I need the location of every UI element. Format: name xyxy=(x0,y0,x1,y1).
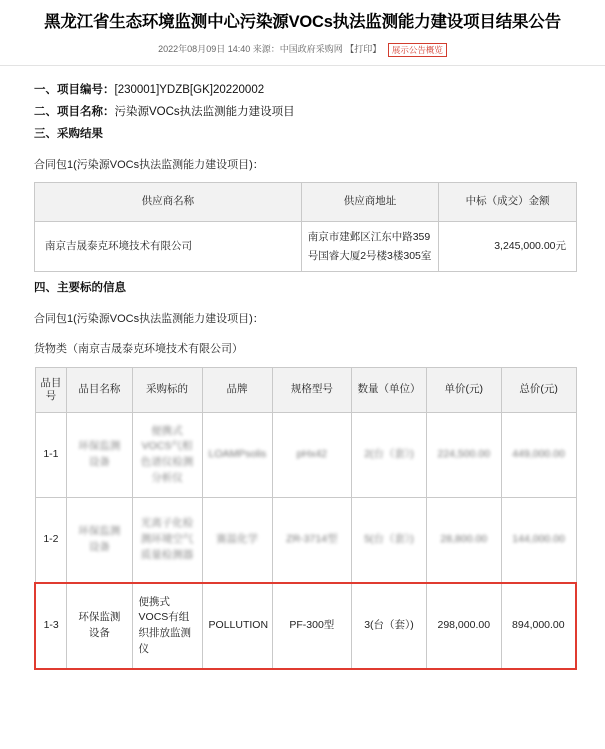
col-brand: 品牌 xyxy=(202,367,272,412)
cell-model: PF-300型 xyxy=(272,583,352,669)
col-model: 规格型号 xyxy=(272,367,352,412)
table-row xyxy=(35,498,576,584)
table-row-highlighted xyxy=(35,583,576,669)
cell-item-no: 1-3 xyxy=(35,583,67,669)
table-header-row xyxy=(35,183,577,222)
print-link[interactable]: 【打印】 xyxy=(345,44,382,55)
source-name[interactable]: 中国政府采购网 xyxy=(279,44,343,55)
cell-item-name: 环保监测设备 xyxy=(67,413,132,498)
col-supplier-name: 供应商名称 xyxy=(35,183,302,222)
cell-brand: 赛温化学 xyxy=(202,498,272,584)
main-subject-heading: 四、主要标的信息 xyxy=(34,282,126,295)
package-line-1: 合同包1(污染源VOCs执法监测能力建设项目)： xyxy=(34,158,264,171)
col-award-amount: 中标（成交）金额 xyxy=(439,183,577,222)
cell-item-no: 1-1 xyxy=(35,413,67,498)
cell-procurement-target: 便携式VOCS有组织排放监测仪 xyxy=(132,583,202,669)
col-unit-price: 单价(元) xyxy=(426,367,501,412)
col-total-price: 总价(元) xyxy=(501,367,576,412)
table-header-row xyxy=(35,367,576,412)
goods-category-line: 货物类（南京吉晟泰克环境技术有限公司） xyxy=(34,342,243,355)
cell-award-amount: 3,245,000.00元 xyxy=(439,222,577,272)
project-name-label: 二、项目名称： xyxy=(34,105,115,118)
package-line-2: 合同包1(污染源VOCs执法监测能力建设项目)： xyxy=(34,313,264,326)
result-table xyxy=(34,182,577,272)
cell-procurement-target: 光离子化检测环境空气质量检测器 xyxy=(132,498,202,584)
cell-supplier-name: 南京吉晟泰克环境技术有限公司 xyxy=(35,222,302,272)
cell-item-name: 环保监测设备 xyxy=(67,583,132,669)
items-table xyxy=(34,367,577,670)
page-title: 黑龙江省生态环境监测中心污染源VOCs执法监测能力建设项目结果公告 xyxy=(44,13,561,31)
cell-supplier-address: 南京市建邺区江东中路359号国睿大厦2号楼3楼305室 xyxy=(301,222,439,272)
overview-badge[interactable]: 展示公告概览 xyxy=(388,43,447,57)
col-procurement-target: 采购标的 xyxy=(132,367,202,412)
project-name-line xyxy=(34,102,577,124)
cell-quantity: 5(台（套）) xyxy=(352,498,427,584)
document-body xyxy=(0,66,605,670)
cell-item-no: 1-2 xyxy=(35,498,67,584)
cell-item-name: 环保监测设备 xyxy=(67,498,132,584)
cell-unit-price: 224,500.00 xyxy=(426,413,501,498)
cell-total-price: 894,000.00 xyxy=(501,583,576,669)
project-number-label: 一、项目编号： xyxy=(34,84,115,97)
project-number-value: [230001]YDZB[GK]20220002 xyxy=(114,84,265,97)
cell-procurement-target: 便携式VOCS气相色谱仪检测分析仪 xyxy=(132,413,202,498)
table-row xyxy=(35,413,576,498)
cell-total-price: 144,000.00 xyxy=(501,498,576,584)
article-meta xyxy=(0,33,605,65)
cell-quantity: 2(台（套）) xyxy=(352,413,427,498)
cell-brand: LOAMPsolis xyxy=(202,413,272,498)
source-label: 来源： xyxy=(252,44,280,55)
cell-brand: POLLUTION xyxy=(202,583,272,669)
cell-unit-price: 28,800.00 xyxy=(426,498,501,584)
project-number-line xyxy=(34,80,577,102)
col-item-no: 品目号 xyxy=(35,367,67,412)
cell-total-price: 449,000.00 xyxy=(501,413,576,498)
cell-model: pHx42 xyxy=(272,413,352,498)
publish-date: 2022年08月09日 14:40 xyxy=(158,44,251,55)
procurement-result-heading: 三、采购结果 xyxy=(34,127,103,140)
project-name-value: 污染源VOCs执法监测能力建设项目 xyxy=(114,105,295,118)
col-supplier-address: 供应商地址 xyxy=(301,183,439,222)
cell-quantity: 3(台（套）) xyxy=(352,583,427,669)
cell-model: ZR-3714型 xyxy=(272,498,352,584)
cell-unit-price: 298,000.00 xyxy=(426,583,501,669)
col-quantity: 数量（单位） xyxy=(352,367,427,412)
col-item-name: 品目名称 xyxy=(67,367,132,412)
table-row xyxy=(35,222,577,272)
